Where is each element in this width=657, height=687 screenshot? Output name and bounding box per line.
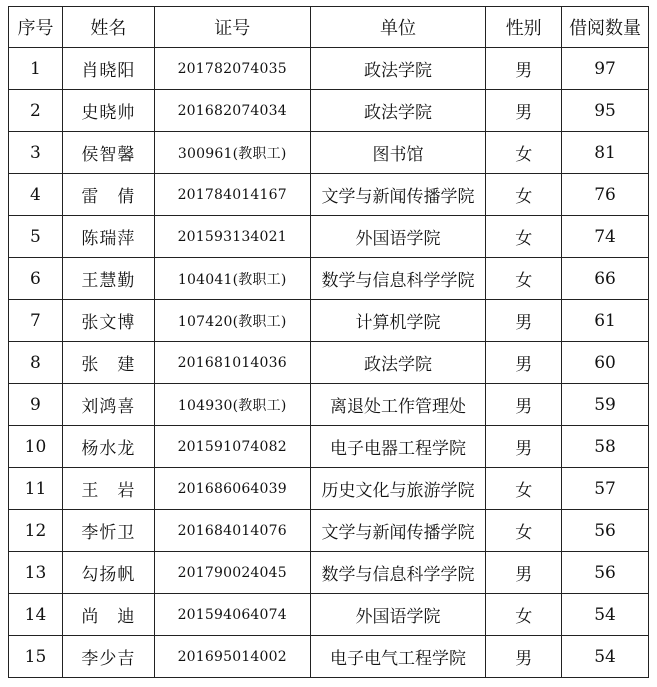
cell-count: 54 <box>562 594 649 636</box>
table-header-row <box>9 7 649 48</box>
cell-gender: 男 <box>486 552 562 594</box>
table-row <box>9 342 649 384</box>
table-row <box>9 384 649 426</box>
cell-count: 54 <box>562 636 649 678</box>
cell-gender: 男 <box>486 636 562 678</box>
cell-index: 11 <box>9 468 63 510</box>
cell-gender: 女 <box>486 174 562 216</box>
cell-index: 5 <box>9 216 63 258</box>
cell-gender: 女 <box>486 468 562 510</box>
cell-name: 尚 迪 <box>62 594 154 636</box>
cell-count: 95 <box>562 90 649 132</box>
cell-card-id: 201593134021 <box>154 216 310 258</box>
cell-card-id: 104041(教职工) <box>154 258 310 300</box>
cell-index: 3 <box>9 132 63 174</box>
cell-unit: 离退处工作管理处 <box>310 384 486 426</box>
cell-unit: 数学与信息科学学院 <box>310 258 486 300</box>
cell-count: 76 <box>562 174 649 216</box>
cell-index: 8 <box>9 342 63 384</box>
cell-card-id: 300961(教职工) <box>154 132 310 174</box>
cell-gender: 男 <box>486 384 562 426</box>
cell-gender: 男 <box>486 342 562 384</box>
cell-name: 张文博 <box>62 300 154 342</box>
cell-card-id: 201591074082 <box>154 426 310 468</box>
cell-count: 61 <box>562 300 649 342</box>
cell-count: 74 <box>562 216 649 258</box>
table-row <box>9 48 649 90</box>
table-row <box>9 300 649 342</box>
table-row <box>9 594 649 636</box>
cell-card-id: 201681014036 <box>154 342 310 384</box>
cell-card-id: 201790024045 <box>154 552 310 594</box>
cell-card-id: 201782074035 <box>154 48 310 90</box>
cell-count: 60 <box>562 342 649 384</box>
header-index: 序号 <box>9 7 63 48</box>
header-count: 借阅数量 <box>562 7 649 48</box>
cell-count: 81 <box>562 132 649 174</box>
table-row <box>9 258 649 300</box>
cell-card-id: 201684014076 <box>154 510 310 552</box>
cell-index: 6 <box>9 258 63 300</box>
cell-count: 66 <box>562 258 649 300</box>
cell-unit: 电子电器工程学院 <box>310 426 486 468</box>
cell-name: 勾扬帆 <box>62 552 154 594</box>
cell-index: 7 <box>9 300 63 342</box>
table-row <box>9 90 649 132</box>
header-name: 姓名 <box>62 7 154 48</box>
header-unit: 单位 <box>310 7 486 48</box>
cell-card-id: 201784014167 <box>154 174 310 216</box>
cell-name: 陈瑞萍 <box>62 216 154 258</box>
table-row <box>9 132 649 174</box>
cell-count: 57 <box>562 468 649 510</box>
cell-name: 史晓帅 <box>62 90 154 132</box>
cell-name: 张 建 <box>62 342 154 384</box>
cell-index: 1 <box>9 48 63 90</box>
header-card-id: 证号 <box>154 7 310 48</box>
cell-unit: 电子电气工程学院 <box>310 636 486 678</box>
table-row <box>9 552 649 594</box>
cell-index: 2 <box>9 90 63 132</box>
cell-gender: 男 <box>486 300 562 342</box>
cell-name: 王 岩 <box>62 468 154 510</box>
cell-count: 59 <box>562 384 649 426</box>
cell-gender: 女 <box>486 132 562 174</box>
cell-index: 4 <box>9 174 63 216</box>
cell-unit: 数学与信息科学学院 <box>310 552 486 594</box>
cell-gender: 女 <box>486 216 562 258</box>
cell-unit: 外国语学院 <box>310 594 486 636</box>
cell-name: 李忻卫 <box>62 510 154 552</box>
cell-card-id: 107420(教职工) <box>154 300 310 342</box>
cell-unit: 政法学院 <box>310 342 486 384</box>
cell-count: 58 <box>562 426 649 468</box>
cell-index: 13 <box>9 552 63 594</box>
cell-unit: 政法学院 <box>310 90 486 132</box>
cell-gender: 男 <box>486 48 562 90</box>
table-row <box>9 636 649 678</box>
table-body <box>9 48 649 678</box>
cell-card-id: 104930(教职工) <box>154 384 310 426</box>
table-row <box>9 216 649 258</box>
cell-name: 王慧勤 <box>62 258 154 300</box>
cell-card-id: 201695014002 <box>154 636 310 678</box>
cell-gender: 女 <box>486 510 562 552</box>
table-row <box>9 174 649 216</box>
cell-unit: 文学与新闻传播学院 <box>310 510 486 552</box>
cell-card-id: 201686064039 <box>154 468 310 510</box>
cell-index: 10 <box>9 426 63 468</box>
cell-unit: 图书馆 <box>310 132 486 174</box>
cell-name: 雷 倩 <box>62 174 154 216</box>
borrowing-ranking-table <box>8 6 649 678</box>
cell-gender: 女 <box>486 258 562 300</box>
cell-gender: 男 <box>486 90 562 132</box>
header-gender: 性别 <box>486 7 562 48</box>
table-row <box>9 510 649 552</box>
cell-index: 14 <box>9 594 63 636</box>
cell-card-id: 201594064074 <box>154 594 310 636</box>
table-row <box>9 426 649 468</box>
cell-count: 97 <box>562 48 649 90</box>
cell-unit: 外国语学院 <box>310 216 486 258</box>
cell-unit: 计算机学院 <box>310 300 486 342</box>
cell-name: 刘鸿喜 <box>62 384 154 426</box>
cell-card-id: 201682074034 <box>154 90 310 132</box>
cell-unit: 政法学院 <box>310 48 486 90</box>
cell-unit: 历史文化与旅游学院 <box>310 468 486 510</box>
cell-gender: 女 <box>486 594 562 636</box>
cell-name: 肖晓阳 <box>62 48 154 90</box>
cell-unit: 文学与新闻传播学院 <box>310 174 486 216</box>
cell-name: 侯智馨 <box>62 132 154 174</box>
cell-gender: 男 <box>486 426 562 468</box>
cell-index: 15 <box>9 636 63 678</box>
cell-index: 12 <box>9 510 63 552</box>
cell-count: 56 <box>562 510 649 552</box>
cell-count: 56 <box>562 552 649 594</box>
cell-index: 9 <box>9 384 63 426</box>
table-row <box>9 468 649 510</box>
cell-name: 杨水龙 <box>62 426 154 468</box>
cell-name: 李少吉 <box>62 636 154 678</box>
